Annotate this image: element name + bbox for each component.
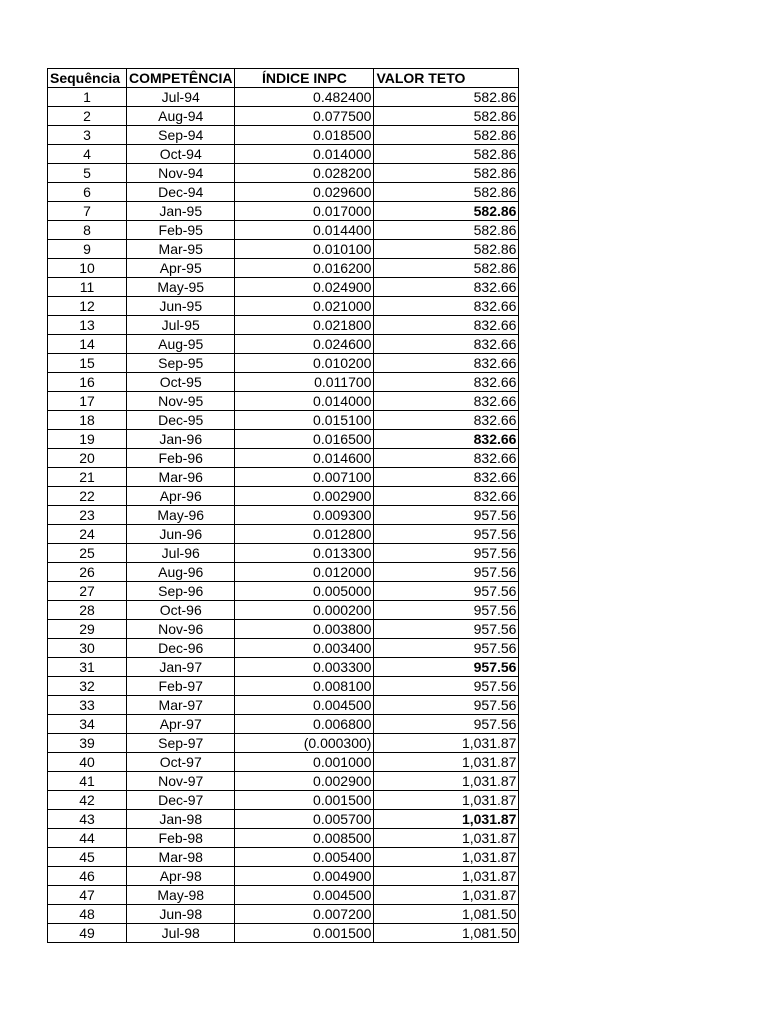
valor-teto-cell: 582.86 [374, 240, 519, 259]
indice-cell: 0.007100 [235, 468, 374, 487]
sequencia-cell: 20 [48, 449, 127, 468]
valor-teto-cell: 832.66 [374, 354, 519, 373]
table-row [48, 658, 519, 677]
sequencia-cell: 21 [48, 468, 127, 487]
header-valor-teto: VALOR TETO [374, 69, 519, 88]
table-row [48, 601, 519, 620]
indice-cell: 0.013300 [235, 544, 374, 563]
table-row [48, 145, 519, 164]
valor-teto-cell: 582.86 [374, 202, 519, 221]
competencia-cell: Apr-98 [127, 867, 235, 886]
competencia-cell: Nov-95 [127, 392, 235, 411]
indice-cell: 0.482400 [235, 88, 374, 107]
sequencia-cell: 24 [48, 525, 127, 544]
sequencia-cell: 28 [48, 601, 127, 620]
sequencia-cell: 18 [48, 411, 127, 430]
header-sequencia: Sequência [48, 69, 127, 88]
valor-teto-cell: 957.56 [374, 601, 519, 620]
indice-cell: 0.008500 [235, 829, 374, 848]
valor-teto-cell: 957.56 [374, 563, 519, 582]
table-row [48, 715, 519, 734]
competencia-cell: Mar-97 [127, 696, 235, 715]
header-row [48, 69, 519, 88]
sequencia-cell: 33 [48, 696, 127, 715]
table-row [48, 639, 519, 658]
table-row [48, 354, 519, 373]
table-row [48, 335, 519, 354]
sequencia-cell: 23 [48, 506, 127, 525]
table-row [48, 164, 519, 183]
valor-teto-cell: 832.66 [374, 278, 519, 297]
valor-teto-cell: 1,031.87 [374, 848, 519, 867]
valor-teto-cell: 582.86 [374, 107, 519, 126]
indice-cell: 0.012800 [235, 525, 374, 544]
competencia-cell: Oct-95 [127, 373, 235, 392]
table-row [48, 297, 519, 316]
table-row [48, 810, 519, 829]
sequencia-cell: 47 [48, 886, 127, 905]
sequencia-cell: 45 [48, 848, 127, 867]
table-row [48, 316, 519, 335]
table-row [48, 867, 519, 886]
competencia-cell: Oct-94 [127, 145, 235, 164]
competencia-cell: Jul-94 [127, 88, 235, 107]
table-row [48, 525, 519, 544]
indice-cell: 0.002900 [235, 772, 374, 791]
table-row [48, 848, 519, 867]
table-row [48, 620, 519, 639]
sequencia-cell: 3 [48, 126, 127, 145]
competencia-cell: Dec-97 [127, 791, 235, 810]
competencia-cell: Sep-95 [127, 354, 235, 373]
competencia-cell: Mar-95 [127, 240, 235, 259]
valor-teto-cell: 957.56 [374, 544, 519, 563]
sequencia-cell: 4 [48, 145, 127, 164]
sequencia-cell: 27 [48, 582, 127, 601]
competencia-cell: Jan-98 [127, 810, 235, 829]
indice-cell: 0.017000 [235, 202, 374, 221]
table-row [48, 924, 519, 943]
sequencia-cell: 8 [48, 221, 127, 240]
sequencia-cell: 2 [48, 107, 127, 126]
valor-teto-cell: 957.56 [374, 639, 519, 658]
valor-teto-cell: 582.86 [374, 88, 519, 107]
table-row [48, 88, 519, 107]
valor-teto-cell: 957.56 [374, 506, 519, 525]
sequencia-cell: 15 [48, 354, 127, 373]
inpc-table [47, 68, 519, 943]
table-row [48, 468, 519, 487]
sequencia-cell: 43 [48, 810, 127, 829]
table-row [48, 240, 519, 259]
competencia-cell: May-96 [127, 506, 235, 525]
valor-teto-cell: 1,031.87 [374, 886, 519, 905]
table-row [48, 696, 519, 715]
sequencia-cell: 30 [48, 639, 127, 658]
table-row [48, 430, 519, 449]
sequencia-cell: 34 [48, 715, 127, 734]
indice-cell: 0.077500 [235, 107, 374, 126]
indice-cell: 0.028200 [235, 164, 374, 183]
indice-cell: 0.024900 [235, 278, 374, 297]
table-row [48, 734, 519, 753]
valor-teto-cell: 832.66 [374, 373, 519, 392]
table-row [48, 373, 519, 392]
indice-cell: 0.004900 [235, 867, 374, 886]
indice-cell: 0.021000 [235, 297, 374, 316]
table-row [48, 259, 519, 278]
sequencia-cell: 44 [48, 829, 127, 848]
valor-teto-cell: 582.86 [374, 164, 519, 183]
header-competencia: COMPETÊNCIA [127, 69, 235, 88]
table-row [48, 487, 519, 506]
valor-teto-cell: 582.86 [374, 183, 519, 202]
sequencia-cell: 46 [48, 867, 127, 886]
competencia-cell: Oct-96 [127, 601, 235, 620]
competencia-cell: Feb-98 [127, 829, 235, 848]
indice-cell: 0.014000 [235, 392, 374, 411]
valor-teto-cell: 832.66 [374, 297, 519, 316]
indice-cell: 0.014400 [235, 221, 374, 240]
indice-cell: 0.015100 [235, 411, 374, 430]
indice-cell: 0.001000 [235, 753, 374, 772]
competencia-cell: Sep-94 [127, 126, 235, 145]
valor-teto-cell: 832.66 [374, 449, 519, 468]
indice-cell: 0.010100 [235, 240, 374, 259]
competencia-cell: Aug-95 [127, 335, 235, 354]
sequencia-cell: 16 [48, 373, 127, 392]
table-row [48, 411, 519, 430]
table-row [48, 677, 519, 696]
competencia-cell: Feb-97 [127, 677, 235, 696]
competencia-cell: Sep-96 [127, 582, 235, 601]
table-row [48, 829, 519, 848]
competencia-cell: May-98 [127, 886, 235, 905]
competencia-cell: Jan-95 [127, 202, 235, 221]
valor-teto-cell: 1,031.87 [374, 772, 519, 791]
sequencia-cell: 11 [48, 278, 127, 297]
competencia-cell: Dec-96 [127, 639, 235, 658]
valor-teto-cell: 832.66 [374, 392, 519, 411]
valor-teto-cell: 1,031.87 [374, 734, 519, 753]
valor-teto-cell: 957.56 [374, 715, 519, 734]
sequencia-cell: 25 [48, 544, 127, 563]
competencia-cell: Jun-95 [127, 297, 235, 316]
indice-cell: 0.012000 [235, 563, 374, 582]
competencia-cell: Apr-95 [127, 259, 235, 278]
table-row [48, 221, 519, 240]
indice-cell: 0.011700 [235, 373, 374, 392]
sequencia-cell: 10 [48, 259, 127, 278]
table-row [48, 886, 519, 905]
indice-cell: 0.003400 [235, 639, 374, 658]
indice-cell: 0.005400 [235, 848, 374, 867]
valor-teto-cell: 1,031.87 [374, 829, 519, 848]
competencia-cell: Nov-97 [127, 772, 235, 791]
indice-cell: 0.005700 [235, 810, 374, 829]
sequencia-cell: 19 [48, 430, 127, 449]
indice-cell: 0.016500 [235, 430, 374, 449]
indice-cell: 0.006800 [235, 715, 374, 734]
competencia-cell: Jul-98 [127, 924, 235, 943]
competencia-cell: Mar-98 [127, 848, 235, 867]
valor-teto-cell: 582.86 [374, 145, 519, 164]
sequencia-cell: 31 [48, 658, 127, 677]
indice-cell: 0.003800 [235, 620, 374, 639]
table-row [48, 183, 519, 202]
valor-teto-cell: 832.66 [374, 430, 519, 449]
table-row [48, 753, 519, 772]
table-row [48, 791, 519, 810]
sequencia-cell: 41 [48, 772, 127, 791]
valor-teto-cell: 832.66 [374, 468, 519, 487]
sequencia-cell: 12 [48, 297, 127, 316]
competencia-cell: Oct-97 [127, 753, 235, 772]
competencia-cell: Jun-96 [127, 525, 235, 544]
table-row [48, 449, 519, 468]
competencia-cell: Aug-94 [127, 107, 235, 126]
table-row [48, 126, 519, 145]
competencia-cell: Aug-96 [127, 563, 235, 582]
table-row [48, 107, 519, 126]
table-row [48, 905, 519, 924]
table-row [48, 202, 519, 221]
indice-cell: 0.001500 [235, 924, 374, 943]
sequencia-cell: 29 [48, 620, 127, 639]
valor-teto-cell: 582.86 [374, 126, 519, 145]
competencia-cell: Sep-97 [127, 734, 235, 753]
indice-cell: 0.000200 [235, 601, 374, 620]
sequencia-cell: 5 [48, 164, 127, 183]
competencia-cell: Apr-97 [127, 715, 235, 734]
table-row [48, 544, 519, 563]
sequencia-cell: 39 [48, 734, 127, 753]
valor-teto-cell: 1,031.87 [374, 867, 519, 886]
valor-teto-cell: 832.66 [374, 335, 519, 354]
valor-teto-cell: 1,081.50 [374, 905, 519, 924]
competencia-cell: Jan-96 [127, 430, 235, 449]
table-row [48, 278, 519, 297]
indice-cell: 0.003300 [235, 658, 374, 677]
valor-teto-cell: 957.56 [374, 525, 519, 544]
sequencia-cell: 26 [48, 563, 127, 582]
sequencia-cell: 9 [48, 240, 127, 259]
indice-cell: 0.014000 [235, 145, 374, 164]
valor-teto-cell: 582.86 [374, 221, 519, 240]
valor-teto-cell: 832.66 [374, 411, 519, 430]
sequencia-cell: 40 [48, 753, 127, 772]
competencia-cell: Jan-97 [127, 658, 235, 677]
sequencia-cell: 48 [48, 905, 127, 924]
valor-teto-cell: 957.56 [374, 677, 519, 696]
sequencia-cell: 17 [48, 392, 127, 411]
table-row [48, 506, 519, 525]
indice-cell: 0.004500 [235, 886, 374, 905]
indice-cell: 0.016200 [235, 259, 374, 278]
sequencia-cell: 22 [48, 487, 127, 506]
indice-cell: 0.024600 [235, 335, 374, 354]
valor-teto-cell: 832.66 [374, 316, 519, 335]
indice-cell: 0.004500 [235, 696, 374, 715]
valor-teto-cell: 1,081.50 [374, 924, 519, 943]
valor-teto-cell: 1,031.87 [374, 810, 519, 829]
competencia-cell: Feb-95 [127, 221, 235, 240]
valor-teto-cell: 957.56 [374, 582, 519, 601]
sequencia-cell: 7 [48, 202, 127, 221]
competencia-cell: Jul-95 [127, 316, 235, 335]
valor-teto-cell: 1,031.87 [374, 753, 519, 772]
indice-cell: 0.021800 [235, 316, 374, 335]
competencia-cell: Apr-96 [127, 487, 235, 506]
indice-cell: 0.005000 [235, 582, 374, 601]
indice-cell: 0.009300 [235, 506, 374, 525]
sequencia-cell: 13 [48, 316, 127, 335]
table-body [48, 88, 519, 943]
indice-cell: 0.029600 [235, 183, 374, 202]
sequencia-cell: 32 [48, 677, 127, 696]
indice-cell: 0.010200 [235, 354, 374, 373]
valor-teto-cell: 832.66 [374, 487, 519, 506]
valor-teto-cell: 957.56 [374, 658, 519, 677]
header-indice-inpc: ÍNDICE INPC [235, 69, 374, 88]
competencia-cell: Mar-96 [127, 468, 235, 487]
competencia-cell: May-95 [127, 278, 235, 297]
sequencia-cell: 42 [48, 791, 127, 810]
table-row [48, 392, 519, 411]
competencia-cell: Jul-96 [127, 544, 235, 563]
table-row [48, 772, 519, 791]
indice-cell: 0.007200 [235, 905, 374, 924]
competencia-cell: Jun-98 [127, 905, 235, 924]
sequencia-cell: 1 [48, 88, 127, 107]
competencia-cell: Nov-96 [127, 620, 235, 639]
table-row [48, 563, 519, 582]
valor-teto-cell: 582.86 [374, 259, 519, 278]
indice-cell: 0.002900 [235, 487, 374, 506]
indice-cell: 0.014600 [235, 449, 374, 468]
indice-cell: (0.000300) [235, 734, 374, 753]
valor-teto-cell: 957.56 [374, 620, 519, 639]
indice-cell: 0.018500 [235, 126, 374, 145]
indice-cell: 0.008100 [235, 677, 374, 696]
competencia-cell: Dec-94 [127, 183, 235, 202]
competencia-cell: Feb-96 [127, 449, 235, 468]
valor-teto-cell: 1,031.87 [374, 791, 519, 810]
competencia-cell: Dec-95 [127, 411, 235, 430]
indice-cell: 0.001500 [235, 791, 374, 810]
table-row [48, 582, 519, 601]
valor-teto-cell: 957.56 [374, 696, 519, 715]
sequencia-cell: 6 [48, 183, 127, 202]
sequencia-cell: 49 [48, 924, 127, 943]
sequencia-cell: 14 [48, 335, 127, 354]
competencia-cell: Nov-94 [127, 164, 235, 183]
